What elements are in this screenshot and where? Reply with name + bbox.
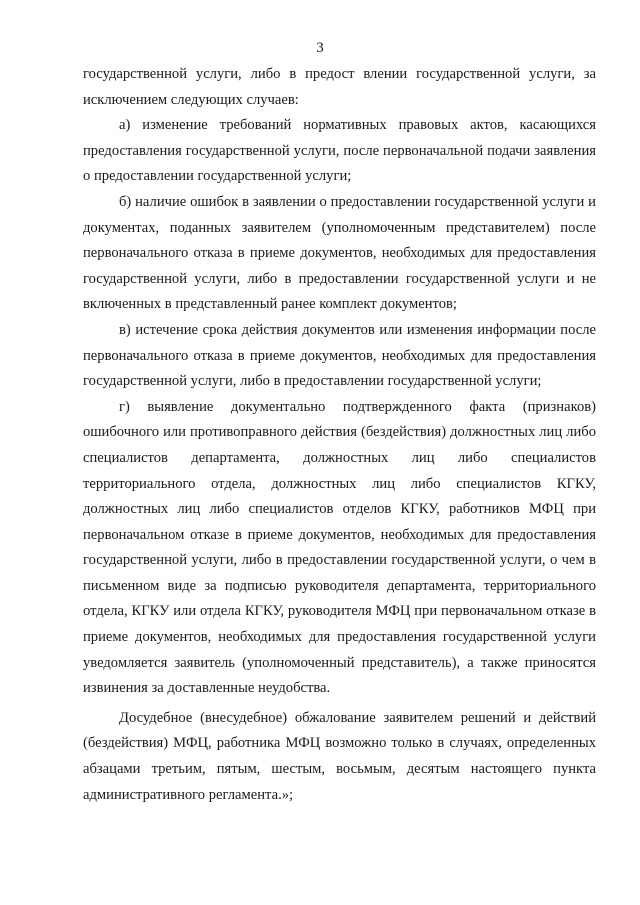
paragraph-item-a: а) изменение требований нормативных правовых актов, касающихся предоставления государственной услуги, после первоначальной подачи заявления о предоставлении государственной услуги; bbox=[83, 117, 596, 185]
paragraph-item-v: в) истечение срока действия документов или изменения информации после первоначального отказа в приеме документов, необходимых для предоставления государственной услуги, либо в предоставлении государственной услуги; bbox=[83, 321, 596, 390]
document-body bbox=[83, 62, 596, 808]
paragraph-appeal: Досудебное (внесудебное) обжалование заявителем решений и действий (бездействия) МФЦ, работника МФЦ возможно только в случаях, определенных абзацами третьим, пятым, шестым, восьмым, десятым настоящего пункта административного регламента.»; bbox=[83, 709, 596, 803]
paragraph-item-g: г) выявление документально подтвержденного факта (признаков) ошибочного или противоправного действия (бездействия) должностных лиц либо специалистов департамента, должностных лиц либо специалистов территориального отдела, должностных лиц либо специалистов КГКУ, должностных лиц либо специалистов отделов КГКУ, работников МФЦ при первоначальном отказе в приеме документов, необходимых для предоставления государственной услуги, либо в предоставлении государственной услуги, о чем в письменном виде за подписью руководителя департамента, территориального отдела, КГКУ или отдела КГКУ, руководителя МФЦ при первоначальном отказе в приеме документов, необходимых для предоставления государственной услуги уведомляется заявитель (уполномоченный представитель), а также приносятся извинения за доставленные неудобства. bbox=[83, 398, 596, 697]
paragraph-item-b: б) наличие ошибок в заявлении о предоставлении государственной услуги и документах, поданных заявителем (уполномоченным представителем) после первоначального отказа в приеме документов, необходимых для предоставления государственной услуги, либо в предоставлении государственной услуги и не включенных в представленный ранее комплект документов; bbox=[83, 193, 596, 313]
page-number: 3 bbox=[316, 40, 324, 56]
paragraph-intro: государственной услуги, либо в предост влении государственной услуги, за исключением следующих случаев: bbox=[83, 66, 596, 108]
